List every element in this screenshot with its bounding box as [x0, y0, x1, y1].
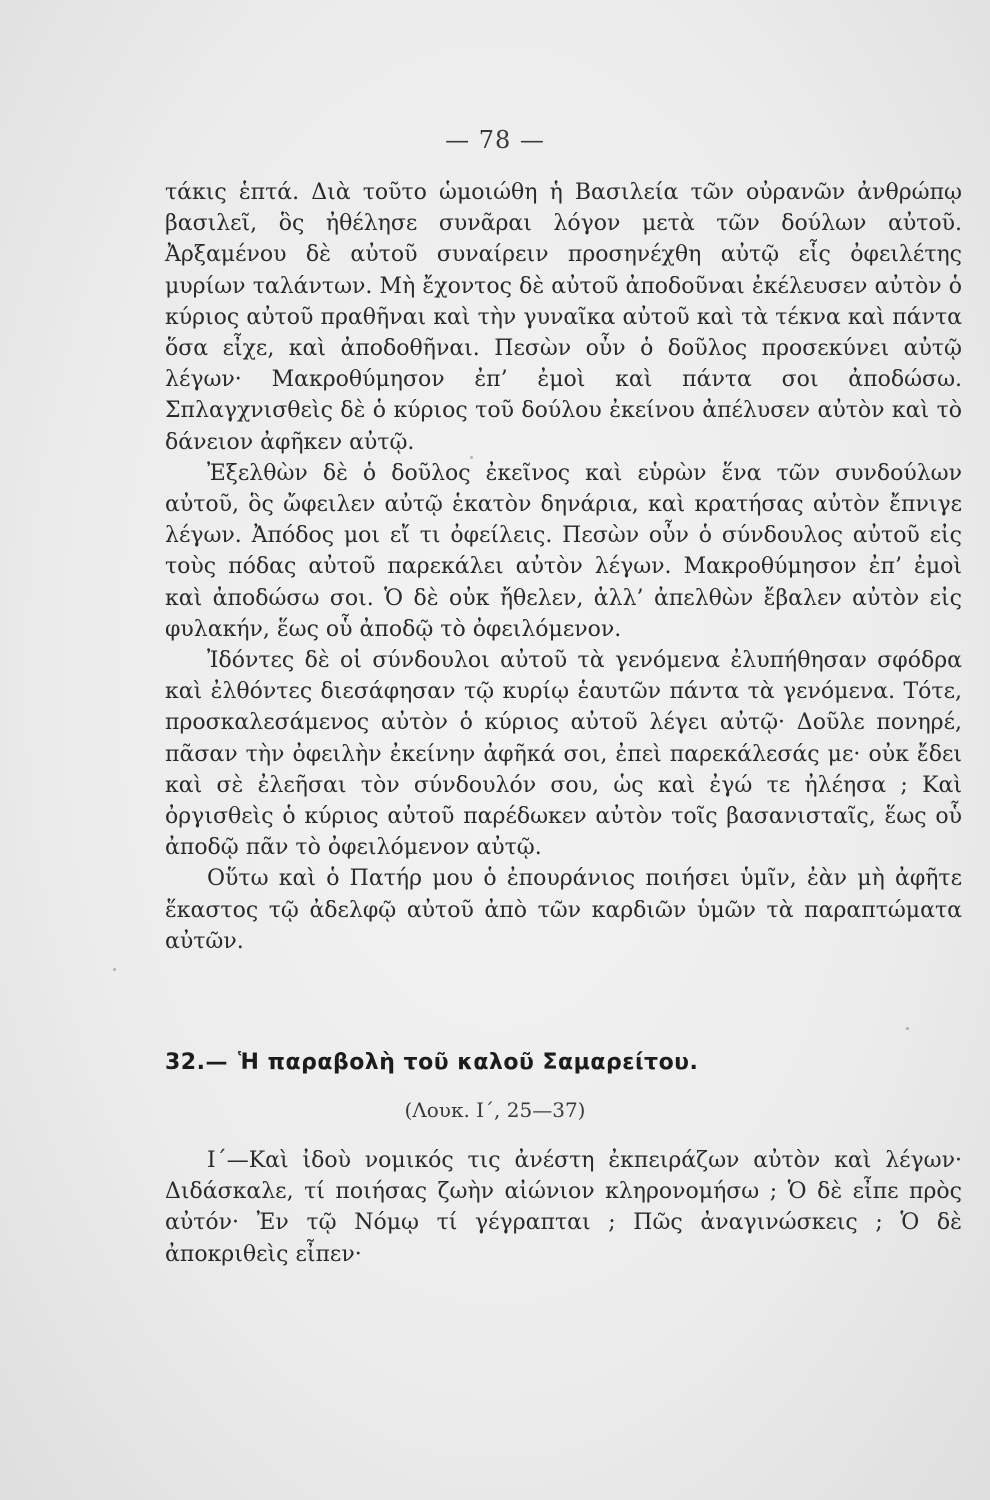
paragraph: Ι΄—Καὶ ἰδοὺ νομικός τις ἀνέστη ἐκπειράζων αὐτὸν καὶ λέγων· Διδάσκαλε, τί ποιήσας ζωὴν αἰώνιον κληρονομήσω ; Ὁ δὲ εἶπε πρὸς αὐτόν· Ἐν τῷ Νόμῳ τί γέγραπται ; Πῶς ἀναγινώσκεις ; Ὁ δὲ ἀποκριθεὶς εἶπεν· [165, 1148, 962, 1267]
paragraph: Οὕτω καὶ ὁ Πατήρ μου ὁ ἐπουράνιος ποιήσει ὑμῖν, ἐὰν μὴ ἀφῆτε ἕκαστος τῷ ἀδελφῷ αὐτοῦ ἀπὸ τῶν καρδιῶν ὑμῶν τὰ παραπτώματα αὐτῶν. [165, 866, 962, 954]
paragraph: Ἰδόντες δὲ οἱ σύνδουλοι αὐτοῦ τὰ γενόμενα ἐλυπήθησαν σφόδρα καὶ ἐλθόντες διεσάφησαν τῷ κυρίῳ ἑαυτῶν πάντα τὰ γενόμενα. Τότε, προσκαλεσάμενος αὐτὸν ὁ κύριος αὐτοῦ λέγει αὐτῷ· Δοῦλε πονηρέ, πᾶσαν τὴν ὀφειλὴν ἐκείνην ἀφῆκά σοι, ἐπεὶ παρεκάλεσάς με· οὐκ ἔδει καὶ σὲ ἐλεῆσαι τὸν σύνδουλόν σου, ὡς καὶ ἐγώ τε ἠλέησα ; Καὶ ὀργισθεὶς ὁ κύριος αὐτοῦ παρέδωκεν αὐτὸν τοῖς βασανισταῖς, ἕως οὗ ἀποδῷ πᾶν τὸ ὀφειλόμενον αὐτῷ. [165, 648, 962, 861]
section-text-block [165, 1145, 962, 1270]
page-number: — 78 — [445, 126, 545, 154]
section-heading [165, 1050, 962, 1075]
main-text-block [165, 177, 962, 957]
paragraph-continuation: τάκις ἑπτά. Διὰ τοῦτο ὡμοιώθη ἡ Βασιλεία τῶν οὐρανῶν ἀνθρώπῳ βασιλεῖ, ὃς ἠθέλησε συνᾶραι λόγον μετὰ τῶν δούλων αὐτοῦ. Ἀρξαμένου δὲ αὐτοῦ συναίρειν προσηνέχθη αὐτῷ εἷς ὀφειλέτης μυρίων ταλάντων. Μὴ ἔχοντος δὲ αὐτοῦ ἀποδοῦναι ἐκέλευσεν αὐτὸν ὁ κύριος αὐτοῦ πραθῆναι καὶ τὴν γυναῖκα αὐτοῦ καὶ τὰ τέκνα καὶ πάντα ὅσα εἶχε, καὶ ἀποδοθῆναι. Πεσὼν οὖν ὁ δοῦλος προσεκύνει αὐτῷ λέγων· Μακροθύμησον ἐπ’ ἐμοὶ καὶ πάντα σοι ἀποδώσω. Σπλαγχνισθεὶς δὲ ὁ κύριος τοῦ δούλου ἐκείνου ἀπέλυσεν αὐτὸν καὶ τὸ δάνειον ἀφῆκεν αὐτῷ. [165, 180, 962, 455]
section-reference: (Λουκ. Ι΄, 25—37) [404, 1098, 586, 1122]
section-title: Ἡ παραβολὴ τοῦ καλοῦ Σαμαρείτου. [237, 1050, 699, 1075]
paper-speck [113, 968, 116, 971]
paragraph: Ἐξελθὼν δὲ ὁ δοῦλος ἐκεῖνος καὶ εὑρὼν ἕνα τῶν συνδούλων αὐτοῦ, ὃς ὤφειλεν αὐτῷ ἑκατὸν δηνάρια, καὶ κρατήσας αὐτὸν ἔπνιγε λέγων. Ἀπόδος μοι εἴ τι ὀφείλεις. Πεσὼν οὖν ὁ σύνδουλος αὐτοῦ εἰς τοὺς πόδας αὐτοῦ παρεκάλει αὐτὸν λέγων. Μακροθύμησον ἐπ’ ἐμοὶ καὶ ἀποδώσω σοι. Ὁ δὲ οὐκ ἤθελεν, ἀλλ’ ἀπελθὼν ἔβαλεν αὐτὸν εἰς φυλακήν, ἕως οὗ ἀποδῷ τὸ ὀφειλόμενον. [165, 460, 962, 642]
paper-speck [470, 456, 473, 459]
paper-speck [906, 1027, 909, 1030]
section-number: 32.— [165, 1050, 228, 1075]
